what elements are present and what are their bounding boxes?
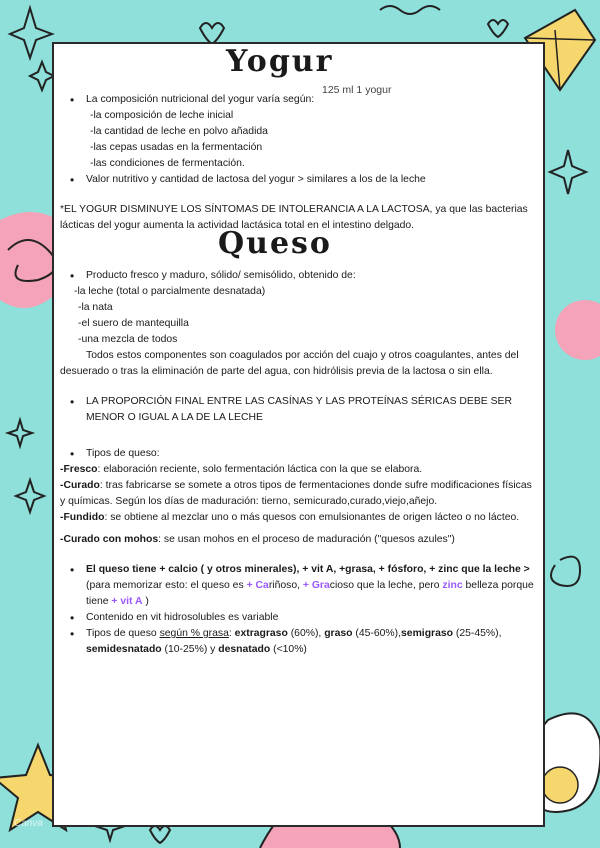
list-item: -las condiciones de fermentación. — [90, 158, 245, 169]
sparkle-icon — [16, 480, 44, 512]
heart-icon — [150, 826, 170, 843]
swirl-decoration — [551, 557, 580, 586]
queso-proportion: • LA PROPORCIÓN FINAL ENTRE LAS CASÍNAS Y LAS PROTEÍNAS SÉRICAS DEBE SER MENOR O IGUAL A LA DE LA LECHE — [60, 394, 538, 426]
tipo-fundido: -Fundido: se obtiene al mezclar uno o más quesos con emulsionantes de origen lácteo o no lácteo. — [60, 512, 520, 523]
list-item: • Tipos de queso: — [60, 446, 538, 462]
document-content — [60, 44, 538, 658]
sparkle-icon — [8, 420, 32, 446]
heart-icon — [488, 20, 508, 37]
pink-bubble — [555, 300, 600, 360]
queso-paragraph: Todos estos componentes son coagulados por acción del cuajo y otros coagulantes, antes del desuerado o tras la eliminación de parte del agua, con hidrólisis previa de la lactosa o sin ella. — [60, 350, 519, 377]
sparkle-icon — [550, 150, 586, 194]
queso-header — [60, 226, 538, 268]
queso-composition: • El queso tiene + calcio ( y otros minerales), + vit A, +grasa, + fósforo, + zinc que la leche > (para memorizar esto: el queso es + Cariñoso, + Gracioso que la leche, pero zinc belleza porque tiene + vit A ) — [60, 562, 538, 610]
queso-grasa-types: • Tipos de queso según % grasa: extragraso (60%), graso (45-60%),semigraso (25-45%), semidesnatado (10-25%) y desnatado (<10%) — [60, 626, 538, 658]
yogur-sublist — [60, 108, 538, 172]
tipo-fresco: -Fresco: elaboración reciente, solo fermentación láctica con la que se elabora. — [60, 464, 423, 475]
tipo-mohos: -Curado con mohos: se usan mohos en el proceso de maduración ("quesos azules") — [60, 534, 455, 545]
list-item: • Contenido en vit hidrosolubles es variable — [60, 610, 538, 626]
list-item: -la cantidad de leche en polvo añadida — [90, 126, 268, 137]
list-item: -la nata — [78, 302, 113, 313]
queso-title: Queso — [218, 226, 332, 261]
list-item: • La composición nutricional del yogur varía según: — [60, 92, 538, 108]
heart-icon — [200, 23, 224, 44]
squiggle-decoration — [380, 6, 440, 14]
watermark: Canva — [14, 818, 43, 829]
yogur-title: Yogur — [226, 44, 334, 79]
sparkle-icon — [30, 62, 54, 90]
list-item: -la leche (total o parcialmente desnatada) — [74, 286, 266, 297]
list-item: -una mezcla de todos — [78, 334, 178, 345]
list-item: • Producto fresco y maduro, sólido/ semisólido, obtenido de: — [60, 268, 538, 284]
yogur-header — [60, 44, 538, 96]
list-item: -las cepas usadas en la fermentación — [90, 142, 263, 153]
yogur-subtitle: 125 ml 1 yogur — [322, 84, 392, 96]
list-item: • Valor nutritivo y cantidad de lactosa del yogur > similares a los de la leche — [60, 172, 538, 188]
list-item: -el suero de mantequilla — [78, 318, 189, 329]
sparkle-icon — [10, 8, 52, 58]
yogur-note: *EL YOGUR DISMINUYE LOS SÍNTOMAS DE INTOLERANCIA A LA LACTOSA, ya que las bacterias lácticas del yogur aumenta la actividad lactásica total en el intestino delgado. — [60, 204, 528, 231]
list-item: -la composición de leche inicial — [90, 110, 234, 121]
tipo-curado: -Curado: tras fabricarse se somete a otros tipos de fermentaciones donde sufre modificaciones físicas y químicas. Según los días de maduración: tierno, semicurado,curado,viejo,añejo. — [60, 480, 532, 507]
queso-sublist — [60, 284, 538, 348]
